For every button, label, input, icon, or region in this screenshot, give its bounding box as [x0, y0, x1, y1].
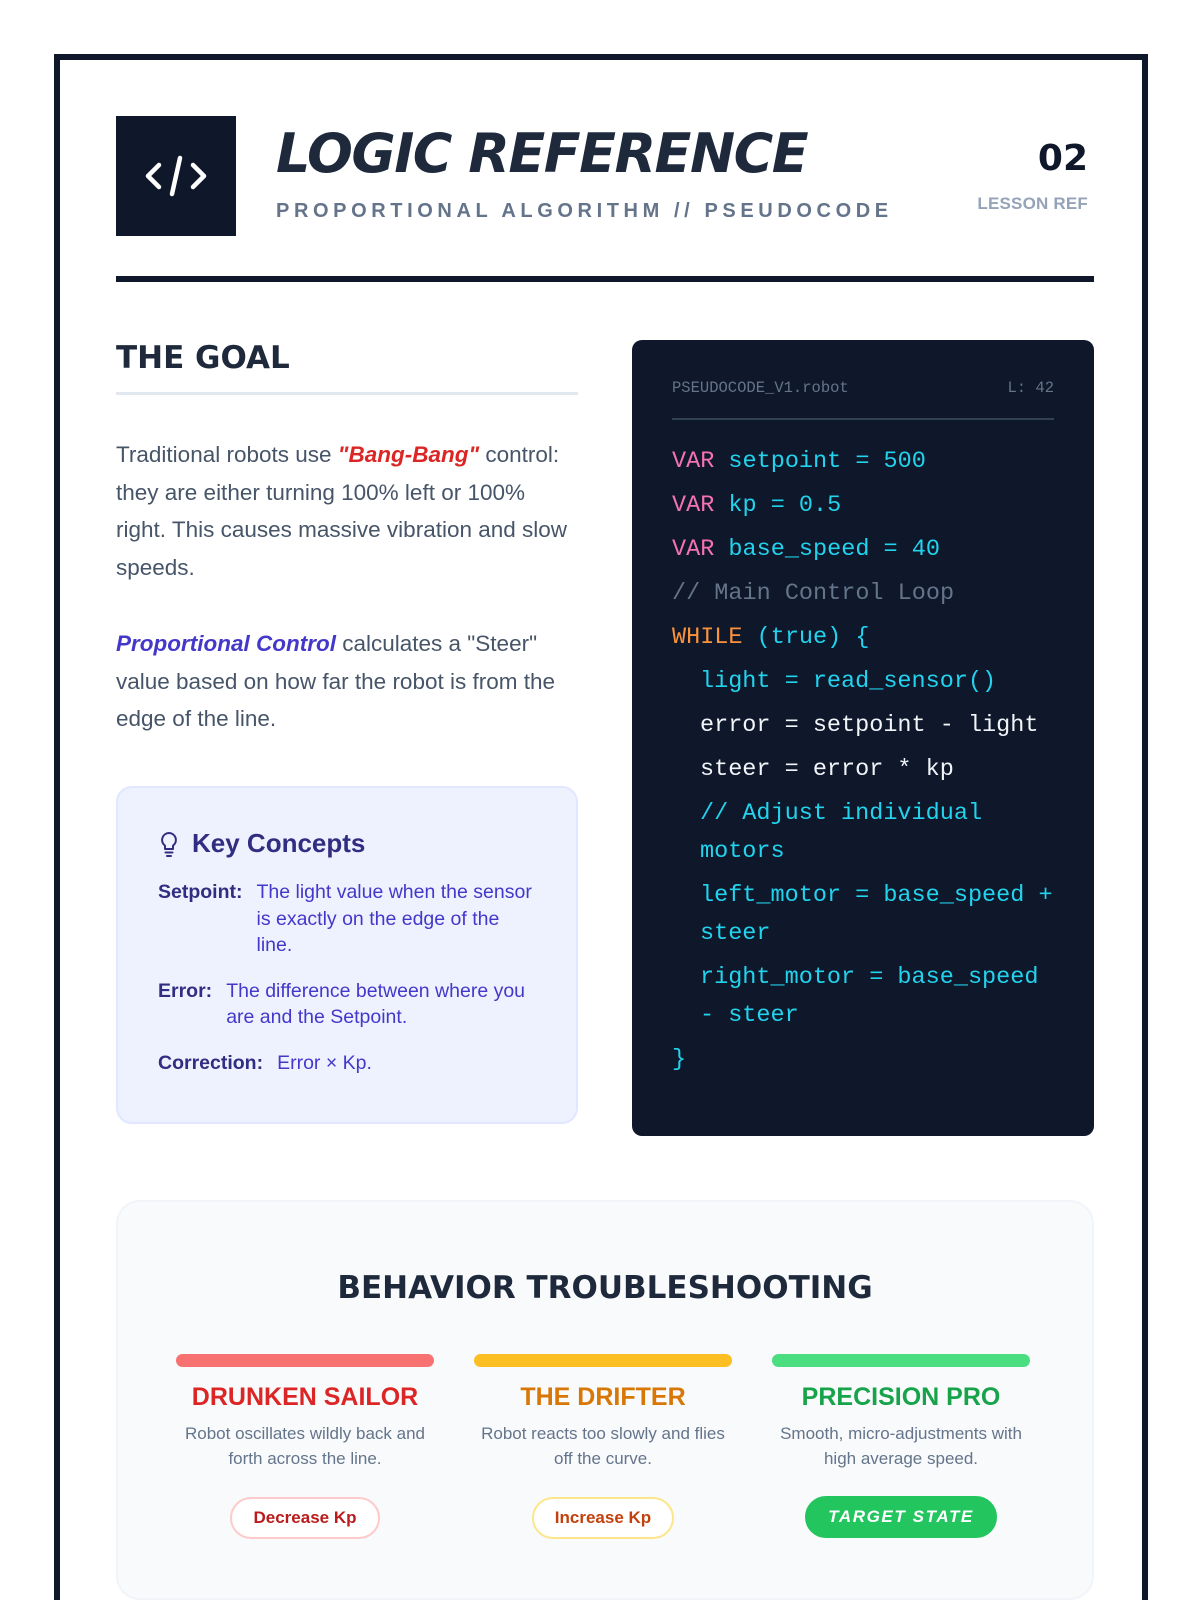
lesson-label: LESSON REF — [977, 194, 1088, 213]
concept-term: Setpoint: — [158, 881, 243, 903]
concept-term: Correction: — [158, 1051, 264, 1074]
goal-paragraph-1 — [116, 436, 578, 586]
code-comment: // Main Control Loop — [672, 580, 955, 607]
code-text: kp = 0.5 — [714, 492, 842, 519]
status-bar — [474, 1354, 732, 1367]
action-badge: Increase Kp — [532, 1497, 674, 1539]
status-bar — [176, 1354, 434, 1367]
code-text: setpoint = 500 — [714, 448, 926, 475]
code-line — [672, 443, 1054, 481]
behavior-description: Smooth, micro-adjustments with high average speed. — [780, 1424, 1022, 1468]
proportional-control-emphasis: Proportional Control — [116, 631, 336, 656]
behavior-title: DRUNKEN SAILOR — [191, 1383, 419, 1411]
code-line: light = read_sensor() — [700, 668, 997, 695]
code-panel — [632, 340, 1094, 1136]
status-bar — [772, 1354, 1030, 1367]
code-line: steer = error * kp — [700, 756, 954, 783]
key-concepts-box — [116, 786, 578, 1124]
code-line: error = setpoint - light — [700, 712, 1039, 739]
page-subtitle: PROPORTIONAL ALGORITHM // PSEUDOCODE — [276, 200, 893, 222]
code-filename: PSEUDOCODE_V1.robot — [672, 379, 849, 397]
key-concepts-header — [158, 828, 538, 859]
concept-row — [158, 879, 538, 959]
goal-p1-text: Traditional robots use — [116, 442, 338, 467]
goal-divider — [116, 392, 578, 395]
behavior-card-precision-pro — [772, 1354, 1030, 1538]
behavior-title: THE DRIFTER — [520, 1383, 686, 1411]
code-keyword: WHILE — [672, 624, 743, 651]
behavior-card-drunken-sailor — [176, 1354, 434, 1539]
troubleshooting-title: BEHAVIOR TROUBLESHOOTING — [337, 1270, 873, 1306]
behavior-title: PRECISION PRO — [801, 1383, 1001, 1411]
troubleshooting-section — [116, 1200, 1094, 1600]
goal-text — [116, 436, 578, 738]
concept-term: Error: — [158, 979, 213, 1002]
code-line: right_motor = base_speed - steer — [700, 964, 1053, 1029]
concept-definition: The difference between where you are and the Setpoint. — [226, 979, 526, 1028]
page-title: LOGIC REFERENCE — [276, 122, 808, 185]
behavior-card-the-drifter — [474, 1354, 732, 1539]
concept-definition: The light value when the sensor is exactly on the edge of the line. — [256, 881, 532, 956]
target-state-badge: TARGET STATE — [805, 1496, 997, 1538]
goal-p2-rest: calculates a "Steer" value based on how far the robot is from the edge of the line. — [116, 631, 556, 731]
concept-row — [158, 978, 538, 1031]
code-text: (true) { — [742, 624, 870, 651]
logo-box — [116, 116, 236, 236]
code-line: left_motor = base_speed + steer — [700, 882, 1067, 947]
reference-card — [54, 54, 1148, 1600]
code-icon — [145, 153, 207, 199]
code-text: base_speed = 40 — [714, 536, 940, 563]
header-divider — [116, 276, 1094, 282]
code-keyword: VAR — [672, 448, 715, 475]
action-badge: Decrease Kp — [230, 1497, 379, 1539]
goal-heading: THE GOAL — [116, 340, 290, 376]
bang-bang-emphasis: "Bang-Bang" — [337, 442, 480, 467]
code-line — [672, 619, 1054, 657]
concept-row — [158, 1050, 538, 1077]
code-line: } — [672, 1046, 687, 1073]
code-panel-header — [672, 340, 1054, 420]
goal-paragraph-2 — [116, 625, 578, 738]
code-line-count: L: 42 — [1007, 379, 1054, 397]
code-keyword: VAR — [672, 536, 715, 563]
code-line — [672, 487, 1054, 525]
concept-definition: Error × Kp. — [277, 1051, 372, 1074]
lightbulb-icon — [158, 830, 180, 858]
code-body — [672, 420, 1067, 1079]
code-line — [672, 531, 1054, 569]
key-concepts-title: Key Concepts — [192, 828, 366, 858]
behavior-description: Robot reacts too slowly and flies off the curve. — [481, 1424, 725, 1468]
code-keyword: VAR — [672, 492, 715, 519]
behavior-description: Robot oscillates wildly back and forth across the line. — [184, 1424, 425, 1468]
goal-p1-rest: control: they are either turning 100% left or 100% right. This causes massive vibration and slow speeds. — [116, 442, 568, 580]
lesson-number: 02 — [1037, 138, 1088, 179]
code-comment: // Adjust individual motors — [700, 800, 997, 865]
